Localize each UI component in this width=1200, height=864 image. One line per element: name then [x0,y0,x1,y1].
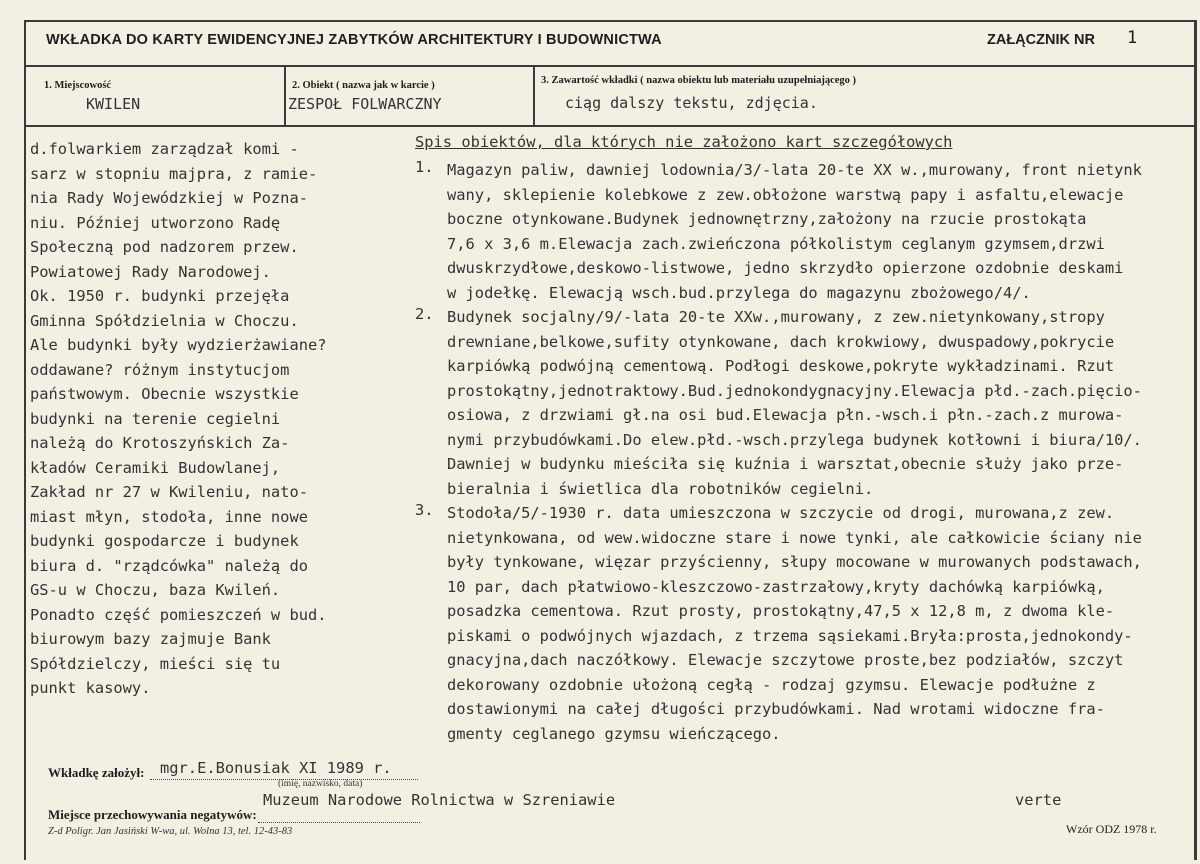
verte-note: verte [1015,791,1062,809]
item-1-line: boczne otynkowane.Budynek jednownętrzny,założony na rzucie prostokąta [447,210,1087,228]
attachment-number: 1 [1127,28,1138,48]
frame-left-border [24,20,26,860]
left-column-line: d.folwarkiem zarządzał komi - [30,140,299,158]
item-2-line: drewniane,belkowe,sufity otynkowane, dach krokwiowy, dwuspadowy,pokrycie [447,332,1115,351]
fields-top-rule [26,65,1194,67]
item-3-line: dostawionymi na całej długości przybudówkami. Nad wrotami widoczne fra- [447,700,1105,718]
locality-value: KWILEN [86,95,141,113]
left-column-line: Ponadto część pomieszczeń w bud. [30,605,327,624]
item-2-line: nymi przybudówkami.Do elew.płd.-wsch.przylega budynek kotłowni i biura/10/. [447,430,1142,449]
left-column-line: Zakład nr 27 w Kwileniu, nato- [30,483,308,501]
left-column-line: miast młyn, stodoła, inne nowe [30,507,308,526]
item-2-text [447,305,1142,501]
created-by-value: mgr.E.Bonusiak XI 1989 r. [160,759,392,777]
item-3-line: dekorowany ozdobnie ułożoną cegłą - rodzaj gzymsu. Elewacje podłużne z [447,675,1096,694]
left-column-text [30,137,327,701]
item-1-line: 7,6 x 3,6 m.Elewacja zach.zwieńczona półkolistym ceglanym gzymsem,drzwi [447,234,1105,253]
item-1-line: w jodełkę. Elewacją wsch.bud.przylega do magazynu zbożowego/4/. [447,283,1031,302]
item-1-number: 1. [415,158,434,176]
item-2-line: Dawniej w budynku mieściła się kuźnia i warsztat,obecnie służy jako prze- [447,455,1124,473]
item-3-number: 3. [415,501,434,519]
created-by-hint: (imię, nazwisko, data) [278,779,363,789]
left-column-line: Powiatowej Rady Narodowej. [30,262,271,281]
item-3-line: nietynkowana, od wew.widoczne stare i nowe tynki, ale całkowicie ściany nie [447,528,1142,547]
negatives-dotted-line [258,822,420,823]
left-column-line: biurowym bazy zajmuje Bank [30,630,271,648]
item-1-line: Magazyn paliw, dawniej lodownia/3/-lata 20-te XX w.,murowany, front nietynk [447,161,1142,179]
item-1-text [447,158,1142,305]
locality-label: 1. Miejscowość [44,80,112,91]
item-1-line: dwuskrzydłowe,deskowo-listwowe, jedno skrzydło opierzone ozdobnie deskami [447,259,1124,277]
left-column-line: budynki gospodarcze i budynek [30,532,299,550]
item-3-line: były tynkowane, więzar przyścienny, słupy mocowane w murowanych podstawach, [447,553,1142,571]
left-column-line: biura d. "rządcówka" należą do [30,556,308,575]
object-value: ZESPOŁ FOLWARCZNY [288,95,442,113]
left-column-line: nia Rady Wojewódzkiej w Pozna- [30,189,308,207]
item-3-line: posadzka cementowa. Rzut prosty, prostokątny,47,5 x 12,8 m, z dwoma kle- [447,602,1115,620]
left-column-line: kładów Ceramiki Budowlanej, [30,458,281,477]
fields-bottom-rule [26,125,1194,127]
left-column-line: sarz w stopniu majpra, z ramie- [30,164,318,183]
item-2-line: prostokątny,jednotraktowy.Bud.jednokondygnacyjny.Elewacja płd.-zach.pięcio- [447,381,1142,400]
object-list-heading: Spis obiektów, dla których nie założono kart szczegółowych [415,133,953,151]
attachment-label: ZAŁĄCZNIK NR [987,32,1095,48]
card-title: WKŁADKA DO KARTY EWIDENCYJNEJ ZABYTKÓW ARCHITEKTURY I BUDOWNICTWA [46,32,662,48]
frame-right-border [1194,20,1197,860]
printer-imprint: Z-d Poligr. Jan Jasiński W-wa, ul. Wolna 13, tel. 12-43-83 [48,826,293,837]
left-column-line: państwowym. Obecnie wszystkie [30,385,299,403]
left-column-line: należą do Krotoszyńskich Za- [30,434,290,452]
negatives-label: Miejsce przechowywania negatywów: [48,807,257,822]
created-by-label: Wkładkę założył: [48,765,145,780]
left-column-line: Społeczną pod nadzorem przew. [30,238,299,256]
left-column-line: oddawane? różnym instytucjom [30,360,290,379]
left-column-line: Ale budynki były wydzierżawiane? [30,336,327,354]
form-code: Wzór ODZ 1978 r. [1066,822,1157,836]
left-column-line: niu. Później utworzono Radę [30,213,281,232]
negatives-value: Muzeum Narodowe Rolnictwa w Szreniawie [263,791,616,809]
left-column-line: punkt kasowy. [30,679,151,697]
item-2-number: 2. [415,305,434,323]
left-column-line: GS-u w Choczu, baza Kwileń. [30,581,281,599]
item-2-line: osiowa, z drzwiami gł.na osi bud.Elewacja płn.-wsch.i płn.-zach.z murowa- [447,406,1124,424]
frame-top-border [24,20,1196,22]
left-column-line: budynki na terenie cegielni [30,409,281,428]
field-divider-1 [284,65,286,125]
item-2-line: bieralnia i świetlica dla robotników cegielni. [447,479,874,498]
item-3-line: piskami o podwójnych wjazdach, z trzema sąsiekami.Bryła:prosta,jednokondy- [447,626,1133,645]
item-3-line: 10 par, dach płatwiowo-kleszczowo-zastrzałowy,kryty dachówką karpiówką, [447,577,1105,596]
item-3-line: gmenty ceglanego gzymsu wieńczącego. [447,724,781,743]
item-2-line: Budynek socjalny/9/-lata 20-te XXw.,murowany, z zew.nietynkowany,stropy [447,308,1105,326]
item-1-line: wany, sklepienie kolebkowe z zew.obłożone warstwą papy i asfaltu,elewacje [447,185,1124,204]
field-divider-2 [533,65,535,125]
object-label: 2. Obiekt ( nazwa jak w karcie ) [292,80,435,91]
contents-label: 3. Zawartość wkładki ( nazwa obiektu lub materiału uzupełniającego ) [541,75,857,86]
left-column-line: Gminna Spółdzielnia w Choczu. [30,311,299,330]
item-3-text [447,501,1142,746]
left-column-line: Ok. 1950 r. budynki przejęła [30,287,290,305]
item-3-line: Stodoła/5/-1930 r. data umieszczona w szczycie od drogi, murowana,z zew. [447,504,1115,522]
item-3-line: gnacyjna,dach naczółkowy. Elewacje szczytowe proste,bez podziałów, szczyt [447,651,1124,669]
contents-value: ciąg dalszy tekstu, zdjęcia. [565,94,818,112]
item-2-line: karpiówką podwójną cementową. Podłogi deskowe,pokryte wykładzinami. Rzut [447,357,1115,375]
left-column-line: Spółdzielczy, mieści się tu [30,654,281,673]
